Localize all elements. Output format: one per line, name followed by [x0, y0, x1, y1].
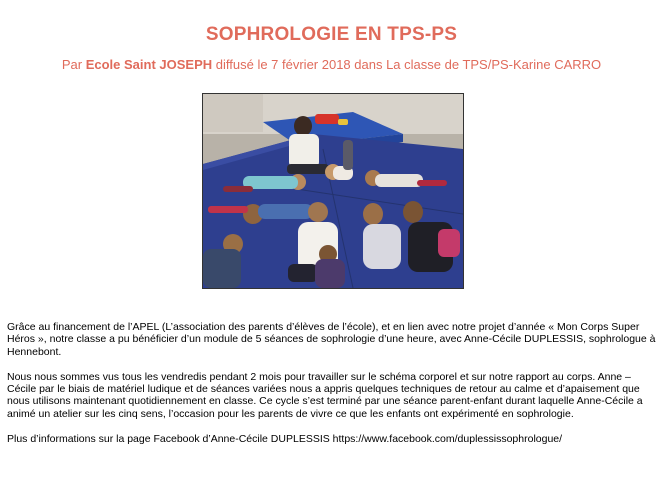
byline	[0, 57, 663, 72]
paragraph-funding: Grâce au financement de l’APEL (L’association des parents d’élèves de l’école), et en lien avec notre projet d’année « Mon Corps Super Héros », notre classe a pu bénéficier d’un module de 5 séances de sophrologie d’une heure, avec Anne-Cécile DUPLESSIS, sophrologue à Hennebont.	[7, 321, 656, 358]
article-photo	[202, 93, 464, 289]
page-title: SOPHROLOGIE EN TPS-PS	[205, 24, 458, 45]
more-info-text: Plus d’informations sur la page Facebook d’Anne-Cécile DUPLESSIS	[7, 432, 330, 445]
paragraph-more-info	[7, 433, 659, 445]
children-lying-on-gym-mats-photo	[203, 94, 463, 288]
facebook-link[interactable]: https://www.facebook.com/duplessissophrologue/	[332, 432, 563, 445]
byline-author: Ecole Saint JOSEPH	[85, 57, 213, 72]
paragraph-sessions: Nous nous sommes vus tous les vendredis pendant 2 mois pour travailler sur le schéma corporel et sur notre rapport au corps. Anne –Cécile par le biais de matériel ludique et de séances variées nous a appris quelques techniques de retour au calme et d’apaisement que nous utilisons maintenant quotidiennement en classe. Ce cycle s’est terminé par une séance parent-enfant durant laquelle Anne-Cécile a animé un atelier sur les cinq sens, l’occasion pour les parents de vivre ce que les enfants ont expérimenté en sophrologie.	[7, 370, 643, 420]
byline-rest: diffusé le 7 février 2018 dans La classe de TPS/PS-Karine CARRO	[215, 57, 602, 72]
article-body	[7, 321, 659, 457]
byline-prefix: Par	[61, 57, 83, 72]
